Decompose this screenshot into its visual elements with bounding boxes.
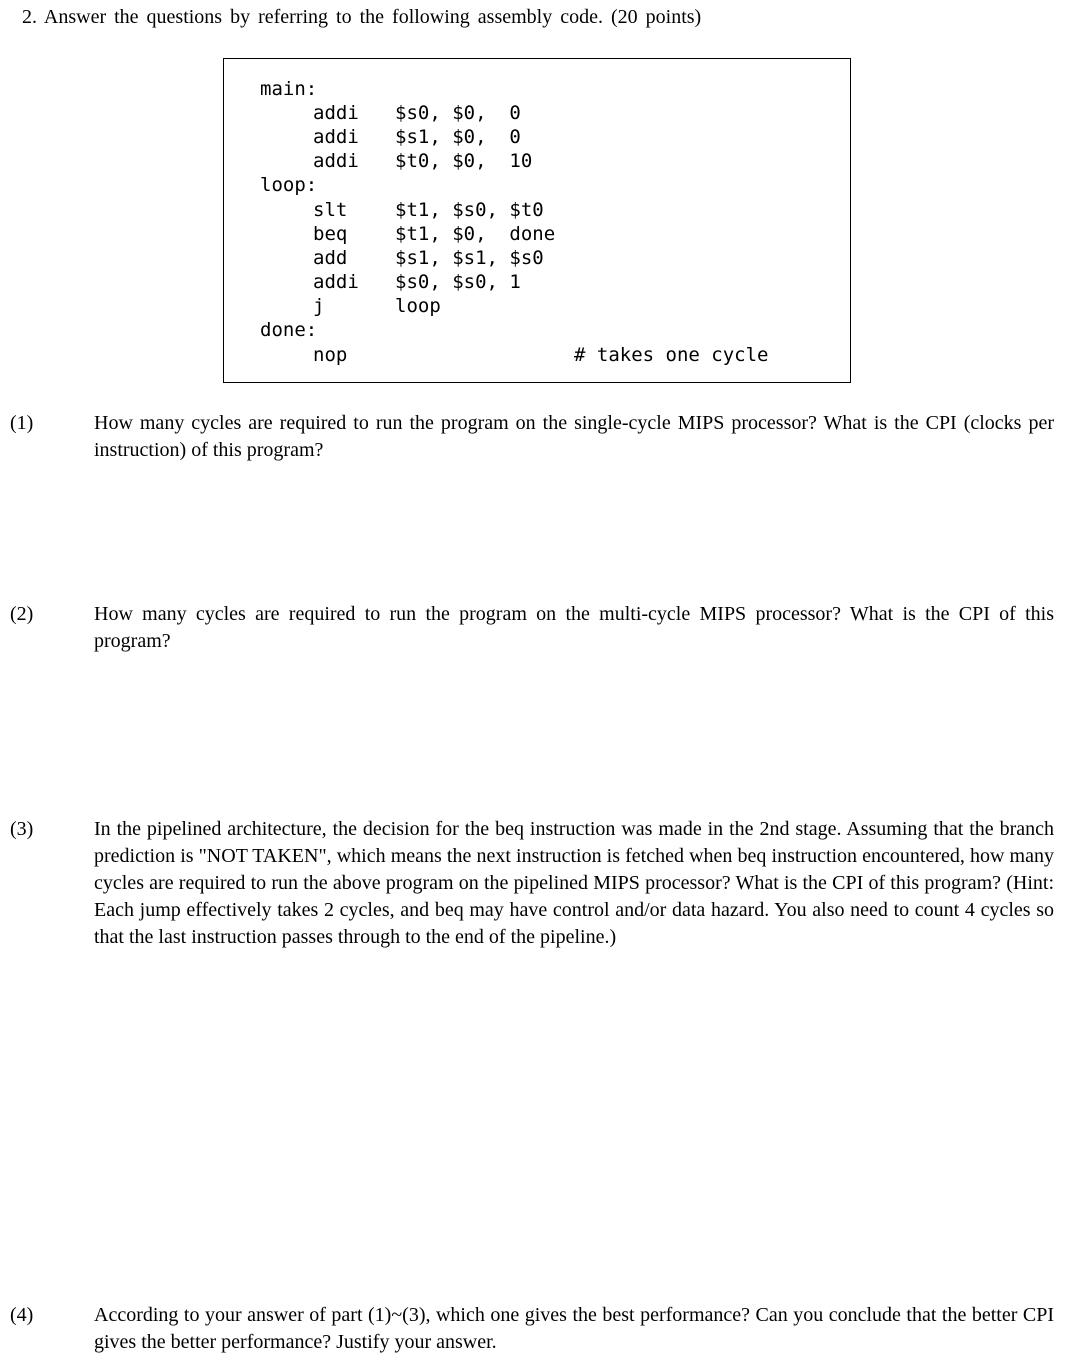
code-op: beq <box>313 223 348 245</box>
code-op: addi <box>313 126 359 148</box>
code-label-main: main: <box>260 78 318 100</box>
question-number: (1) <box>10 412 34 434</box>
code-op: j <box>313 295 325 317</box>
code-label-done: done: <box>260 319 318 341</box>
problem-heading: 2. Answer the questions by referring to the following assembly code. (20 points) <box>22 6 702 28</box>
assembly-code-box <box>223 58 851 383</box>
question-text: According to your answer of part (1)~(3), which one gives the best performance? Can you conclude that the better CPI gives the better performance? Justify your answer. <box>94 1304 1054 1353</box>
code-args: $t1, $0, done <box>395 223 556 245</box>
code-op: add <box>313 247 348 269</box>
question-2 <box>10 601 1054 655</box>
code-op: nop <box>313 344 348 366</box>
code-args: $s1, $s1, $s0 <box>395 247 544 269</box>
question-text: In the pipelined architecture, the decision for the beq instruction was made in the 2nd stage. Assuming that the branch prediction is "NOT TAKEN", which means the next instruction is fetched when beq instruction encountered, how many cycles are required to run the above program on the pipelined MIPS processor? What is the CPI of this program? (Hint: Each jump effectively takes 2 cycles, and beq may have control and/or data hazard. You also need to count 4 cycles so that the last instruction passes through to the end of the pipeline.) <box>94 818 1054 948</box>
code-args: $s0, $s0, 1 <box>395 271 521 293</box>
question-number: (4) <box>10 1304 34 1326</box>
code-label-loop: loop: <box>260 174 318 196</box>
code-op: slt <box>313 199 348 221</box>
question-text: How many cycles are required to run the program on the single-cycle MIPS processor? What is the CPI (clocks per instruction) of this program? <box>94 412 1054 461</box>
question-3 <box>10 816 1054 951</box>
code-args: $s1, $0, 0 <box>395 126 521 148</box>
code-args: loop <box>395 295 441 317</box>
code-op: addi <box>313 150 359 172</box>
code-op: addi <box>313 271 359 293</box>
code-args: $t0, $0, 10 <box>395 150 533 172</box>
code-op: addi <box>313 102 359 124</box>
code-args: $t1, $s0, $t0 <box>395 199 544 221</box>
code-args: $s0, $0, 0 <box>395 102 521 124</box>
question-number: (2) <box>10 603 34 625</box>
question-text: How many cycles are required to run the program on the multi-cycle MIPS processor? What is the CPI of this program? <box>94 603 1054 652</box>
question-number: (3) <box>10 818 34 840</box>
question-4 <box>10 1302 1054 1356</box>
question-1 <box>10 410 1054 464</box>
code-comment: # takes one cycle <box>574 344 769 366</box>
